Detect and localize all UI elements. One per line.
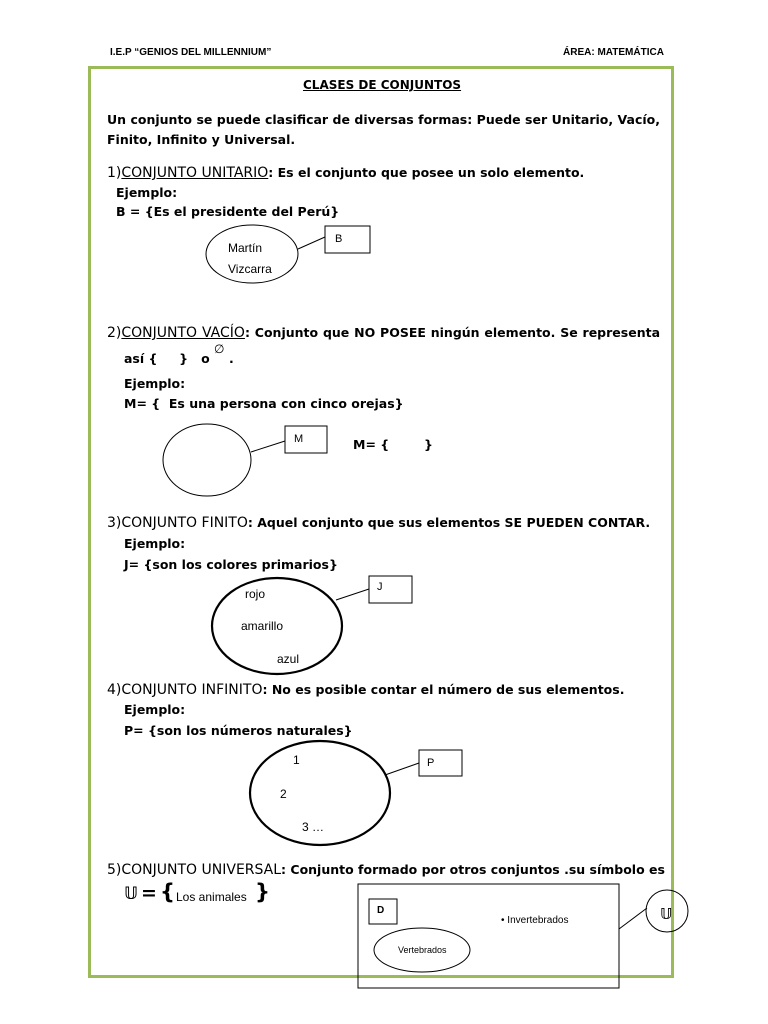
vacio-set-ellipse xyxy=(163,424,251,496)
section-1-example: B = {Es el presidente del Perú} xyxy=(116,204,340,219)
section-3-number: 3) xyxy=(107,515,122,531)
section-4-example: P= {son los números naturales} xyxy=(124,723,353,738)
section-1-element-1: Martín xyxy=(228,241,263,255)
finito-label-box xyxy=(369,576,412,603)
section-3-element-3: azul xyxy=(277,652,300,666)
section-4-description: : No es posible contar el número de sus elementos. xyxy=(262,682,625,697)
vertebrados-ellipse xyxy=(374,928,470,972)
section-1-description: : Es el conjunto que posee un solo elemento. xyxy=(268,165,585,180)
section-4-element-1: 1 xyxy=(293,753,300,767)
section-3-name: CONJUNTO FINITO xyxy=(121,515,248,531)
vacio-connector xyxy=(251,441,285,452)
finito-connector xyxy=(336,589,369,600)
area-label: ÁREA: MATEMÁTICA xyxy=(563,47,664,58)
section-1-number: 1) xyxy=(107,165,122,181)
universal-d-box xyxy=(369,899,397,924)
section-4-element-3: 3 … xyxy=(302,820,325,834)
universal-symbol: 𝕌 xyxy=(124,884,139,904)
section-2-period: . xyxy=(229,351,234,366)
section-2-set-label: M xyxy=(294,433,304,445)
section-5-description: : Conjunto formado por otros conjuntos .su símbolo es xyxy=(281,862,665,877)
infinito-connector xyxy=(385,763,419,775)
section-5-number: 5) xyxy=(107,862,122,878)
section-2-number: 2) xyxy=(107,325,122,341)
unitario-label-box xyxy=(325,226,370,253)
section-2-example-label: Ejemplo: xyxy=(124,376,186,391)
universal-inner-set: Vertebrados xyxy=(398,945,447,955)
section-3-description: : Aquel conjunto que sus elementos SE PUEDEN CONTAR. xyxy=(247,515,651,530)
bullet-icon: • xyxy=(501,915,505,926)
section-2-line-2-text: así { } o xyxy=(124,351,210,366)
section-4-example-label: Ejemplo: xyxy=(124,702,186,717)
section-4-set-label: P xyxy=(427,757,435,769)
section-2-name: CONJUNTO VACÍO xyxy=(121,325,245,341)
universal-connector xyxy=(619,908,647,929)
section-2-example: M= { Es una persona con cinco orejas} xyxy=(124,396,404,411)
universal-example: Los animales xyxy=(176,890,247,904)
school-name: I.E.P “GENIOS DEL MILLENNIUM” xyxy=(110,47,272,58)
empty-set-symbol: ∅ xyxy=(214,342,225,356)
section-1-name: CONJUNTO UNITARIO xyxy=(121,165,269,181)
unitario-connector xyxy=(298,237,325,249)
universal-close-brace: } xyxy=(255,880,270,904)
infinito-label-box xyxy=(419,750,462,776)
section-1-example-label: Ejemplo: xyxy=(116,185,178,200)
unitario-set-ellipse xyxy=(206,225,298,283)
finito-set-ellipse xyxy=(212,578,342,674)
section-3-element-2: amarillo xyxy=(241,619,284,633)
intro-line-1: Un conjunto se puede clasificar de diversas formas: Puede ser Unitario, Vacío, xyxy=(107,112,660,127)
section-1-set-label: B xyxy=(335,233,343,245)
universal-equals: = xyxy=(141,882,157,904)
vacio-label-box xyxy=(285,426,327,453)
section-4-element-2: 2 xyxy=(280,787,287,801)
intro-line-2: Finito, Infinito y Universal. xyxy=(107,132,296,147)
section-5-name: CONJUNTO UNIVERSAL xyxy=(121,862,282,878)
section-2-description: : Conjunto que NO POSEE ningún elemento. Se representa xyxy=(244,325,661,340)
section-4-name: CONJUNTO INFINITO xyxy=(121,682,263,698)
section-1-element-2: Vizcarra xyxy=(228,262,272,276)
universal-symbol-circle-text: 𝕌 xyxy=(660,905,673,923)
universal-box-label: D xyxy=(377,905,385,916)
universal-open-brace: { xyxy=(160,880,175,904)
section-4-number: 4) xyxy=(107,682,122,698)
page-title: CLASES DE CONJUNTOS xyxy=(303,78,462,92)
section-2-notation: M= { } xyxy=(353,437,433,452)
universal-bullet-text: Invertebrados xyxy=(507,915,569,926)
universal-symbol-circle xyxy=(646,890,688,932)
section-3-example: J= {son los colores primarios} xyxy=(124,557,338,572)
section-3-element-1: rojo xyxy=(245,587,266,601)
infinito-set-ellipse xyxy=(250,741,390,845)
section-3-set-label: J xyxy=(377,581,383,593)
section-3-example-label: Ejemplo: xyxy=(124,536,186,551)
